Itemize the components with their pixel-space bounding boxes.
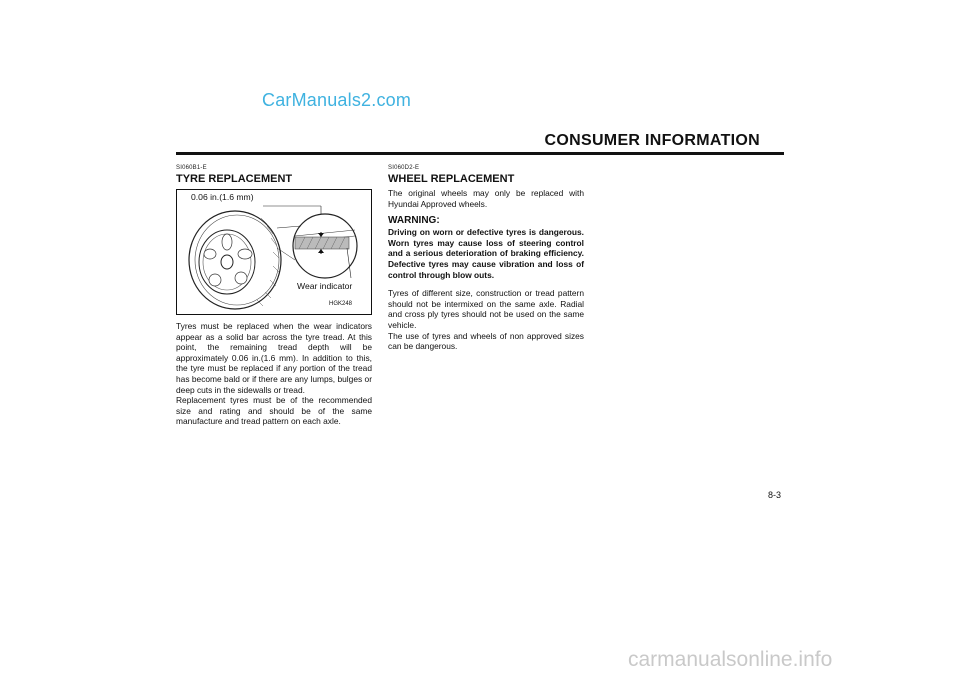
tyre-replacement-text-2: Replacement tyres must be of the recommended size and rating and should be of the same manufacture and tread pattern on each axle. (176, 395, 372, 427)
tyre-illustration (177, 190, 371, 314)
mixing-tyres-text: Tyres of different size, construction or tread pattern should not be intermixed on the same axle. Radial and cross ply tyres should not be used on the same vehicle. (388, 288, 584, 330)
right-column (388, 165, 584, 352)
wheel-replacement-text: The original wheels may only be replaced with Hyundai Approved wheels. (388, 188, 584, 209)
watermark-bottom: carmanualsonline.info (628, 648, 833, 671)
non-approved-text: The use of tyres and wheels of non approved sizes can be dangerous. (388, 330, 584, 352)
section-title: TYRE REPLACEMENT (176, 173, 293, 185)
wear-indicator-label: Wear indicator (297, 281, 353, 291)
section-title: WHEEL REPLACEMENT (388, 173, 515, 185)
section-code: SI060D2-E (388, 165, 420, 171)
page-title: CONSUMER INFORMATION (544, 132, 760, 149)
watermark-top[interactable]: CarManuals2.com (262, 90, 412, 110)
page-number: 8-3 (768, 490, 782, 500)
tread-depth-label: 0.06 in.(1.6 mm) (191, 192, 254, 202)
header-rule (176, 152, 784, 155)
section-code: SI060B1-E (176, 165, 207, 171)
tyre-figure (176, 189, 372, 315)
left-column (176, 165, 372, 427)
tyre-replacement-text: Tyres must be replaced when the wear indicators appear as a solid bar across the tyre tread. At this point, the remaining tread depth will be approximately 0.06 in.(1.6 mm). In addition to this, the tyre must be replaced if any portion of the tread has become bald or if there are any lumps, bulges or deep cuts in the sidewalls or tread. (176, 321, 372, 395)
warning-text: Driving on worn or defective tyres is dangerous. Worn tyres may cause loss of steering control and a serious deterioration of braking efficiency. Defective tyres may cause vibration and loss of control through blow outs. (388, 227, 584, 280)
figure-code: HGK248 (329, 301, 353, 307)
warning-heading: WARNING: (388, 215, 440, 227)
